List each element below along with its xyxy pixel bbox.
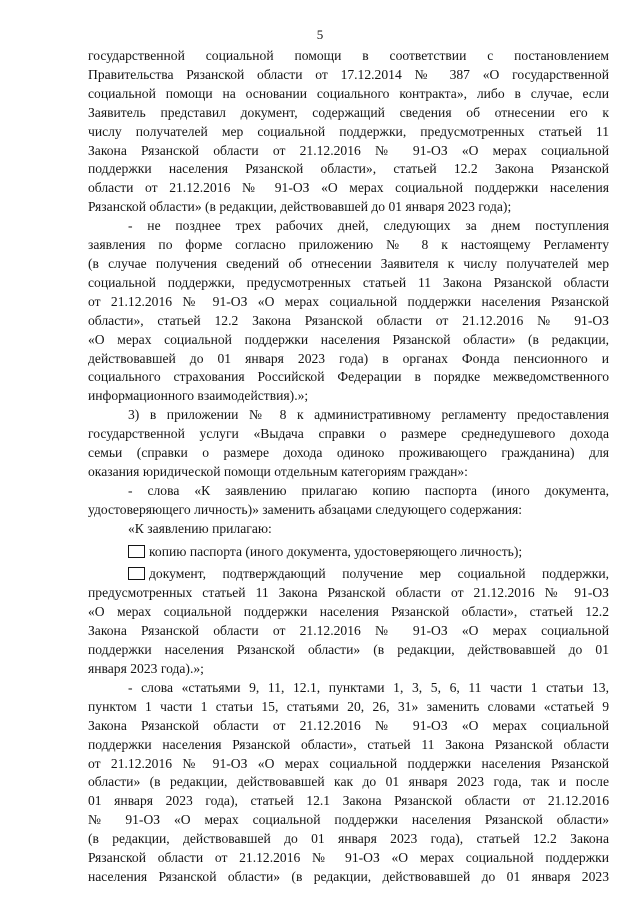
text-line: - слова «статьями 9, 11, 12.1, пунктами 1, 3, 5, 6, 11 части 1 статьи 13, — [128, 679, 609, 695]
text-line: социальной помощи на основании социального контракта», либо в случае, если — [88, 85, 609, 101]
text-line: «О мерах социальной поддержки населения Рязанской области» (в редакции, — [88, 331, 609, 347]
text-line: «О мерах социальной поддержки населения Рязанской области», статьей 12.2 — [88, 604, 609, 620]
text-line: удостоверяющего личность)» заменить абзацами следующего содержания: — [88, 501, 523, 517]
text-line: числу получателей мер социальной поддержки, предусмотренных статьей 11 — [88, 123, 609, 139]
text-line: № 91-ОЗ «О мерах социальной поддержки населения Рязанской области» — [88, 812, 609, 828]
text-line: Правительства Рязанской области от 17.12.2014 № 387 «О государственной — [88, 66, 609, 82]
text-line: информационного взаимодействия).»; — [88, 388, 309, 404]
text-line: Закона Рязанской области от 21.12.2016 № 91-ОЗ «О мерах социальной — [88, 623, 609, 639]
text-line: документ, подтверждающий получение мер социальной поддержки, — [149, 566, 609, 582]
text-line: поддержки населения Рязанской области», статьей 11 Закона Рязанской области — [88, 736, 609, 752]
text-line: от 21.12.2016 № 91-ОЗ «О мерах социальной поддержки населения Рязанской — [88, 755, 609, 771]
text-line: социальной поддержки, предусмотренных статьей 11 Закона Рязанской области — [88, 274, 609, 290]
text-line: Заявитель представил документ, содержащий сведения об отнесении его к — [88, 104, 609, 120]
text-line: действовавшей до 01 января 2023 года) в органах Фонда пенсионного и — [88, 350, 609, 366]
text-line: «К заявлению прилагаю: — [128, 520, 272, 536]
text-line: семьи (справки о размере дохода одиноко проживающего гражданина) для — [88, 445, 609, 461]
checkbox-line — [88, 543, 609, 562]
text-line: - не позднее трех рабочих дней, следующих за днем поступления — [128, 218, 609, 234]
text-line: государственной услуги «Выдача справки о размере среднедушевого дохода — [88, 426, 609, 442]
text-line: социального страхования Российской Федерации в порядке межведомственного — [88, 369, 609, 385]
text-line: января 2023 года).»; — [88, 661, 204, 676]
text-line: поддержки населения Рязанской области» (в редакции, действовавшей до 01 — [88, 642, 609, 658]
text-line: Закона Рязанской области от 21.12.2016 № 91-ОЗ «О мерах социальной — [88, 717, 609, 733]
text-line: от 21.12.2016 № 91-ОЗ «О мерах социальной поддержки населения Рязанской — [88, 293, 609, 309]
text-line: заявления по форме согласно приложению № 8 к настоящему Регламенту — [88, 237, 609, 253]
text-line: Закона Рязанской области от 21.12.2016 № 91-ОЗ «О мерах социальной — [88, 142, 609, 158]
text-line: области», статьей 12.2 Закона Рязанской области от 21.12.2016 № 91-ОЗ — [88, 312, 609, 328]
checkbox-square[interactable] — [128, 545, 145, 558]
text-line: пунктом 1 части 1 статьи 15, статьями 20, 26, 31» заменить словами «статьей 9 — [88, 698, 609, 714]
text-line: Рязанской области» (в редакции, действовавшей до 01 января 2023 года); — [88, 199, 512, 215]
text-line: (в случае получения сведений об отнесении Заявителя к числу получателей мер — [88, 255, 609, 271]
text-line: 01 января 2023 года), статьей 12.1 Закона Рязанской области от 21.12.2016 — [88, 793, 609, 809]
text-line: области» (в редакции, действовавшей как до 01 января 2023 года, так и после — [88, 774, 609, 790]
page-number: 5 — [316, 27, 324, 42]
text-line: 3) в приложении № 8 к административному регламенту предоставления — [128, 407, 609, 423]
text-line: населения Рязанской области» (в редакции, действовавшей до 01 января 2023 — [88, 868, 609, 884]
document-body — [88, 47, 609, 887]
text-line: оказания юридической помощи отдельным категориям граждан»: — [88, 463, 468, 479]
text-line: предусмотренных статьей 11 Закона Рязанской области от 21.12.2016 № 91-ОЗ — [88, 585, 609, 601]
checkbox-line — [88, 565, 609, 584]
text-line: копию паспорта (иного документа, удостоверяющего личность); — [149, 543, 523, 559]
text-line: Рязанской области от 21.12.2016 № 91-ОЗ «О мерах социальной поддержки — [88, 850, 609, 866]
text-line: государственной социальной помощи в соответствии с постановлением — [88, 48, 609, 63]
text-line: - слова «К заявлению прилагаю копию паспорта (иного документа, — [128, 482, 609, 498]
text-line: поддержки населения Рязанской области», статьей 12.2 Закона Рязанской — [88, 161, 609, 177]
text-line: (в редакции, действовавшей до 01 января 2023 года), статьей 12.2 Закона — [88, 831, 609, 847]
checkbox-square[interactable] — [128, 567, 145, 580]
text-line: области от 21.12.2016 № 91-ОЗ «О мерах социальной поддержки населения — [88, 180, 609, 196]
